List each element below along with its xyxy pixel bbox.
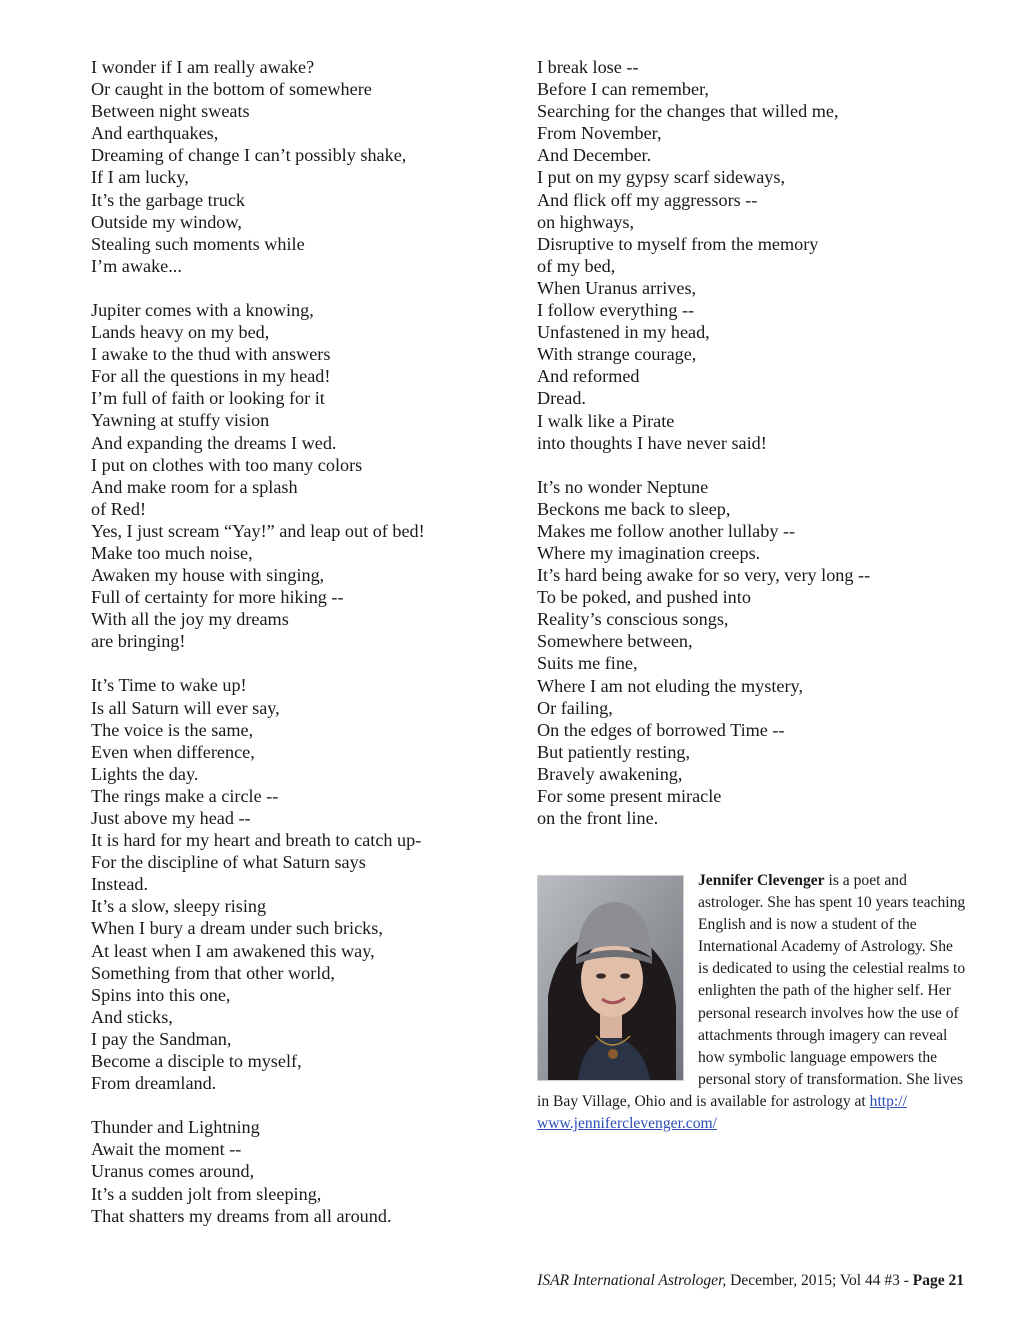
poem-line: When Uranus arrives, (537, 277, 697, 298)
poem-line: into thoughts I have never said! (537, 432, 767, 453)
poem-line: It’s Time to wake up! (91, 675, 247, 696)
poem-stanza (537, 476, 967, 830)
poem-line: Between night sweats (91, 101, 250, 122)
poem-line: Where I am not eluding the mystery, (537, 675, 803, 696)
poem-line: on the front line. (537, 808, 659, 829)
poem-line: Await the moment -- (91, 1139, 242, 1160)
poem-line: At least when I am awakened this way, (91, 940, 375, 961)
poem-line: Where my imagination creeps. (537, 542, 761, 563)
poem-line: It is hard for my heart and breath to catch up- (91, 830, 422, 851)
poem-line: It’s a sudden jolt from sleeping, (91, 1183, 322, 1204)
author-bio (537, 870, 967, 1135)
poem-line: Suits me fine, (537, 653, 638, 674)
poem-line: When I bury a dream under such bricks, (91, 918, 383, 939)
page-footer (537, 1272, 964, 1290)
poem-line: Beckons me back to sleep, (537, 498, 731, 519)
poem-line: To be poked, and pushed into (537, 587, 751, 608)
poem-line: With all the joy my dreams (91, 609, 289, 630)
poem-line: Searching for the changes that willed me, (537, 101, 839, 122)
poem-line: Disruptive to myself from the memory (537, 233, 819, 254)
poem-line: of Red! (91, 498, 147, 519)
poem-line: I wonder if I am really awake? (91, 57, 315, 77)
poem-line: Yes, I just scream “Yay!” and leap out of bed! (91, 520, 425, 541)
poem-line: On the edges of borrowed Time -- (537, 719, 785, 740)
poem-line: Lights the day. (91, 763, 199, 784)
poem-line: Full of certainty for more hiking -- (91, 587, 344, 608)
poem-line: It’s hard being awake for so very, very long -- (537, 565, 871, 586)
poem-line: Just above my head -- (91, 808, 251, 828)
poem-line: Stealing such moments while (91, 233, 305, 254)
poem-line: For the discipline of what Saturn says (91, 852, 366, 873)
poem-stanza (91, 56, 521, 277)
poem-line: Outside my window, (91, 211, 242, 232)
poem-line: Dread. (537, 388, 586, 409)
publication-name: ISAR International Astrologer, (537, 1272, 727, 1289)
poem-line: Thunder and Lightning (91, 1117, 260, 1138)
author-website-link[interactable]: http:// www.jenniferclevenger.com/ (537, 1092, 907, 1133)
poem-line: For some present miracle (537, 786, 722, 806)
poem-line: But patiently resting, (537, 741, 691, 762)
poem-line: Awaken my house with singing, (91, 565, 325, 586)
poem-stanza (91, 299, 521, 653)
issue-info: December, 2015; Vol 44 #3 - (726, 1272, 913, 1289)
poem-line: I awake to the thud with answers (91, 344, 331, 365)
poem-line: It’s a slow, sleepy rising (91, 896, 267, 917)
poem-line: I follow everything -- (537, 300, 695, 321)
poem-line: Jupiter comes with a knowing, (91, 299, 314, 320)
poem-line: Makes me follow another lullaby -- (537, 520, 796, 541)
poem-column-right (537, 56, 967, 851)
poem-line: And December. (537, 145, 652, 166)
poem-line: are bringing! (91, 631, 186, 652)
poem-line: Reality’s conscious songs, (537, 609, 729, 630)
poem-line: Yawning at stuffy vision (91, 410, 270, 431)
poem-line: Bravely awakening, (537, 763, 683, 784)
poem-line: I pay the Sandman, (91, 1028, 232, 1049)
poem-line: It’s no wonder Neptune (537, 476, 709, 497)
poem-stanza (537, 56, 967, 454)
poem-line: Or failing, (537, 697, 613, 718)
poem-line: Instead. (91, 874, 149, 895)
poem-line: Make too much noise, (91, 542, 253, 563)
poem-line: Or caught in the bottom of somewhere (91, 79, 372, 100)
poem-line: Something from that other world, (91, 962, 335, 983)
poem-line: And earthquakes, (91, 123, 219, 144)
poem-line: And make room for a splash (91, 476, 298, 497)
poem-column-left (91, 56, 521, 1249)
poem-line: Somewhere between, (537, 631, 693, 652)
poem-line: That shatters my dreams from all around. (91, 1205, 392, 1226)
poem-line: And sticks, (91, 1006, 173, 1027)
author-name: Jennifer Clevenger (698, 872, 825, 889)
author-bio-text: is a poet and astrologer. She has spent 10 years teaching English and is now a student of the International Academy of Astrology. She is dedicated to using the celestial realms to enlighten the path of the higher self. Her personal research involves how the use of attachments through imagery can reveal how symbolic language empowers the personal story of transformation. She lives in Bay Village, Ohio and is available for astrology at (537, 872, 966, 1110)
poem-line: For all the questions in my head! (91, 366, 331, 387)
author-photo (537, 875, 684, 1081)
page-number: Page 21 (912, 1272, 964, 1289)
poem-line: I’m awake... (91, 255, 182, 276)
poem-line: With strange courage, (537, 344, 697, 365)
poem-line: It’s the garbage truck (91, 189, 246, 210)
poem-line: And expanding the dreams I wed. (91, 432, 337, 453)
poem-line: I walk like a Pirate (537, 410, 675, 431)
poem-line: Before I can remember, (537, 79, 709, 100)
poem-line: I break lose -- (537, 57, 639, 77)
poem-stanza (91, 1116, 521, 1226)
poem-line: Unfastened in my head, (537, 322, 710, 343)
poem-line: Spins into this one, (91, 984, 231, 1005)
poem-line: I’m full of faith or looking for it (91, 388, 325, 409)
poem-line: And flick off my aggressors -- (537, 189, 758, 210)
poem-line: on highways, (537, 211, 634, 232)
poem-line: Even when difference, (91, 741, 255, 762)
poem-stanza (91, 674, 521, 1094)
poem-line: If I am lucky, (91, 167, 189, 188)
poem-line: Uranus comes around, (91, 1161, 255, 1182)
poem-line: I put on my gypsy scarf sideways, (537, 167, 786, 188)
poem-line: of my bed, (537, 255, 616, 276)
poem-line: Become a disciple to myself, (91, 1051, 302, 1072)
poem-line: From November, (537, 123, 662, 144)
poem-line: From dreamland. (91, 1073, 217, 1094)
poem-line: Lands heavy on my bed, (91, 322, 270, 343)
poem-line: Dreaming of change I can’t possibly shake, (91, 145, 407, 166)
poem-line: The voice is the same, (91, 719, 254, 740)
poem-line: I put on clothes with too many colors (91, 454, 363, 475)
poem-line: The rings make a circle -- (91, 785, 279, 806)
poem-line: And reformed (537, 366, 640, 387)
poem-line: Is all Saturn will ever say, (91, 697, 280, 718)
